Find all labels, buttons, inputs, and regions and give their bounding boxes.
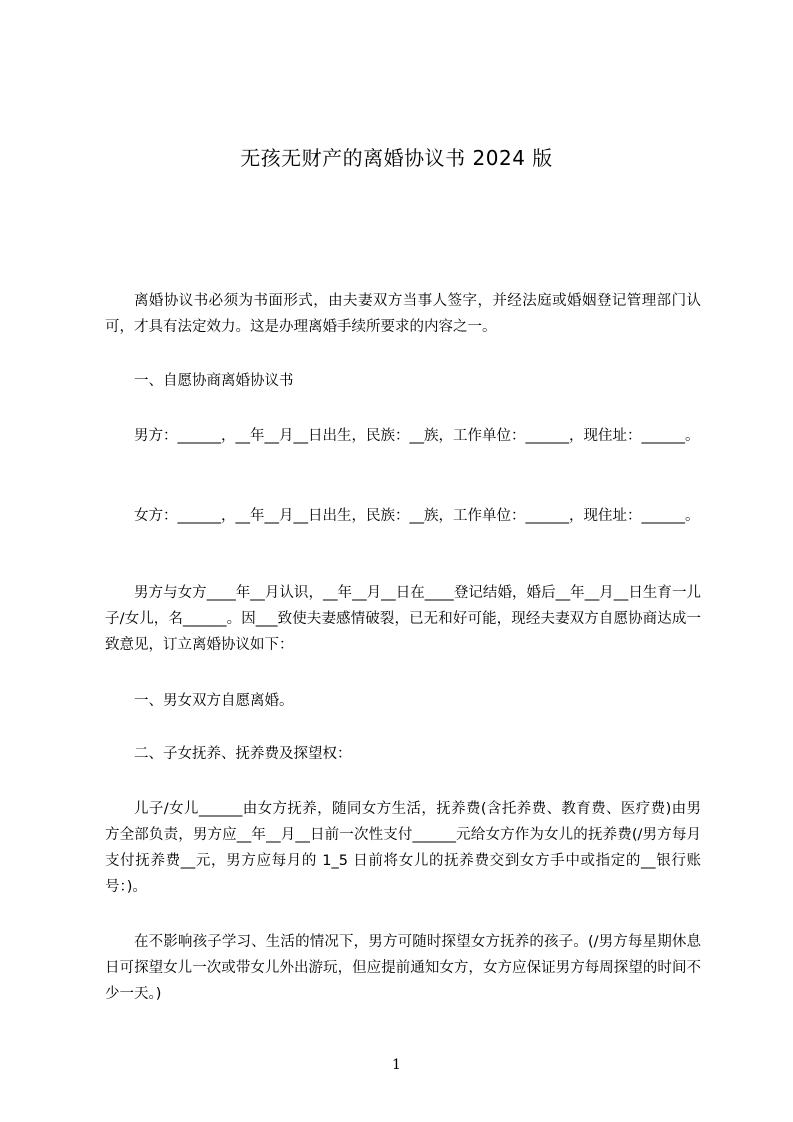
intro-paragraph: 离婚协议书必须为书面形式，由夫妻双方当事人签字，并经法庭或婚姻登记管理部门认可，才具有法定效力。这是办理离婚手续所要求的内容之一。 — [105, 293, 701, 335]
page-number: 1 — [392, 1057, 401, 1073]
clause-2-heading: 二、子女抚养、抚养费及探望权： — [134, 746, 352, 762]
custody-paragraph: 儿子/女儿______由女方抚养，随同女方生活，抚养费(含托养费、教育费、医疗费)由男方全部负责，男方应__年__月__日前一次性支付______元给女方作为女儿的抚养费(/男方每月支付抚养费__元，男方应每月的 1_5 日前将女儿的抚养费交到女方手中或指定的__银行账号：)。 — [105, 801, 701, 895]
background-paragraph: 男方与女方____年__月认识，__年__月__日在____登记结婚，婚后__年__月__日生育一儿子/女儿，名______。因___致使夫妻感情破裂，已无和好可能，现经夫妻双方自愿协商达成一致意见，订立离婚协议如下： — [105, 585, 701, 653]
visitation-paragraph: 在不影响孩子学习、生活的情况下，男方可随时探望女方抚养的孩子。(/男方每星期休息日可探望女儿一次或带女儿外出游玩，但应提前通知女方，女方应保证男方每周探望的时间不少一天。) — [105, 934, 701, 1002]
male-party-paragraph: 男方：______，__年__月__日出生，民族：__族，工作单位：______，现住址：______。 — [134, 428, 700, 444]
section-heading: 一、自愿协商离婚协议书 — [134, 373, 294, 389]
female-party-paragraph: 女方：______，__年__月__日出生，民族：__族，工作单位：______，现住址：______。 — [134, 508, 700, 524]
clause-1-heading: 一、男女双方自愿离婚。 — [134, 693, 294, 709]
document-title: 无孩无财产的离婚协议书 2024 版 — [240, 146, 553, 170]
